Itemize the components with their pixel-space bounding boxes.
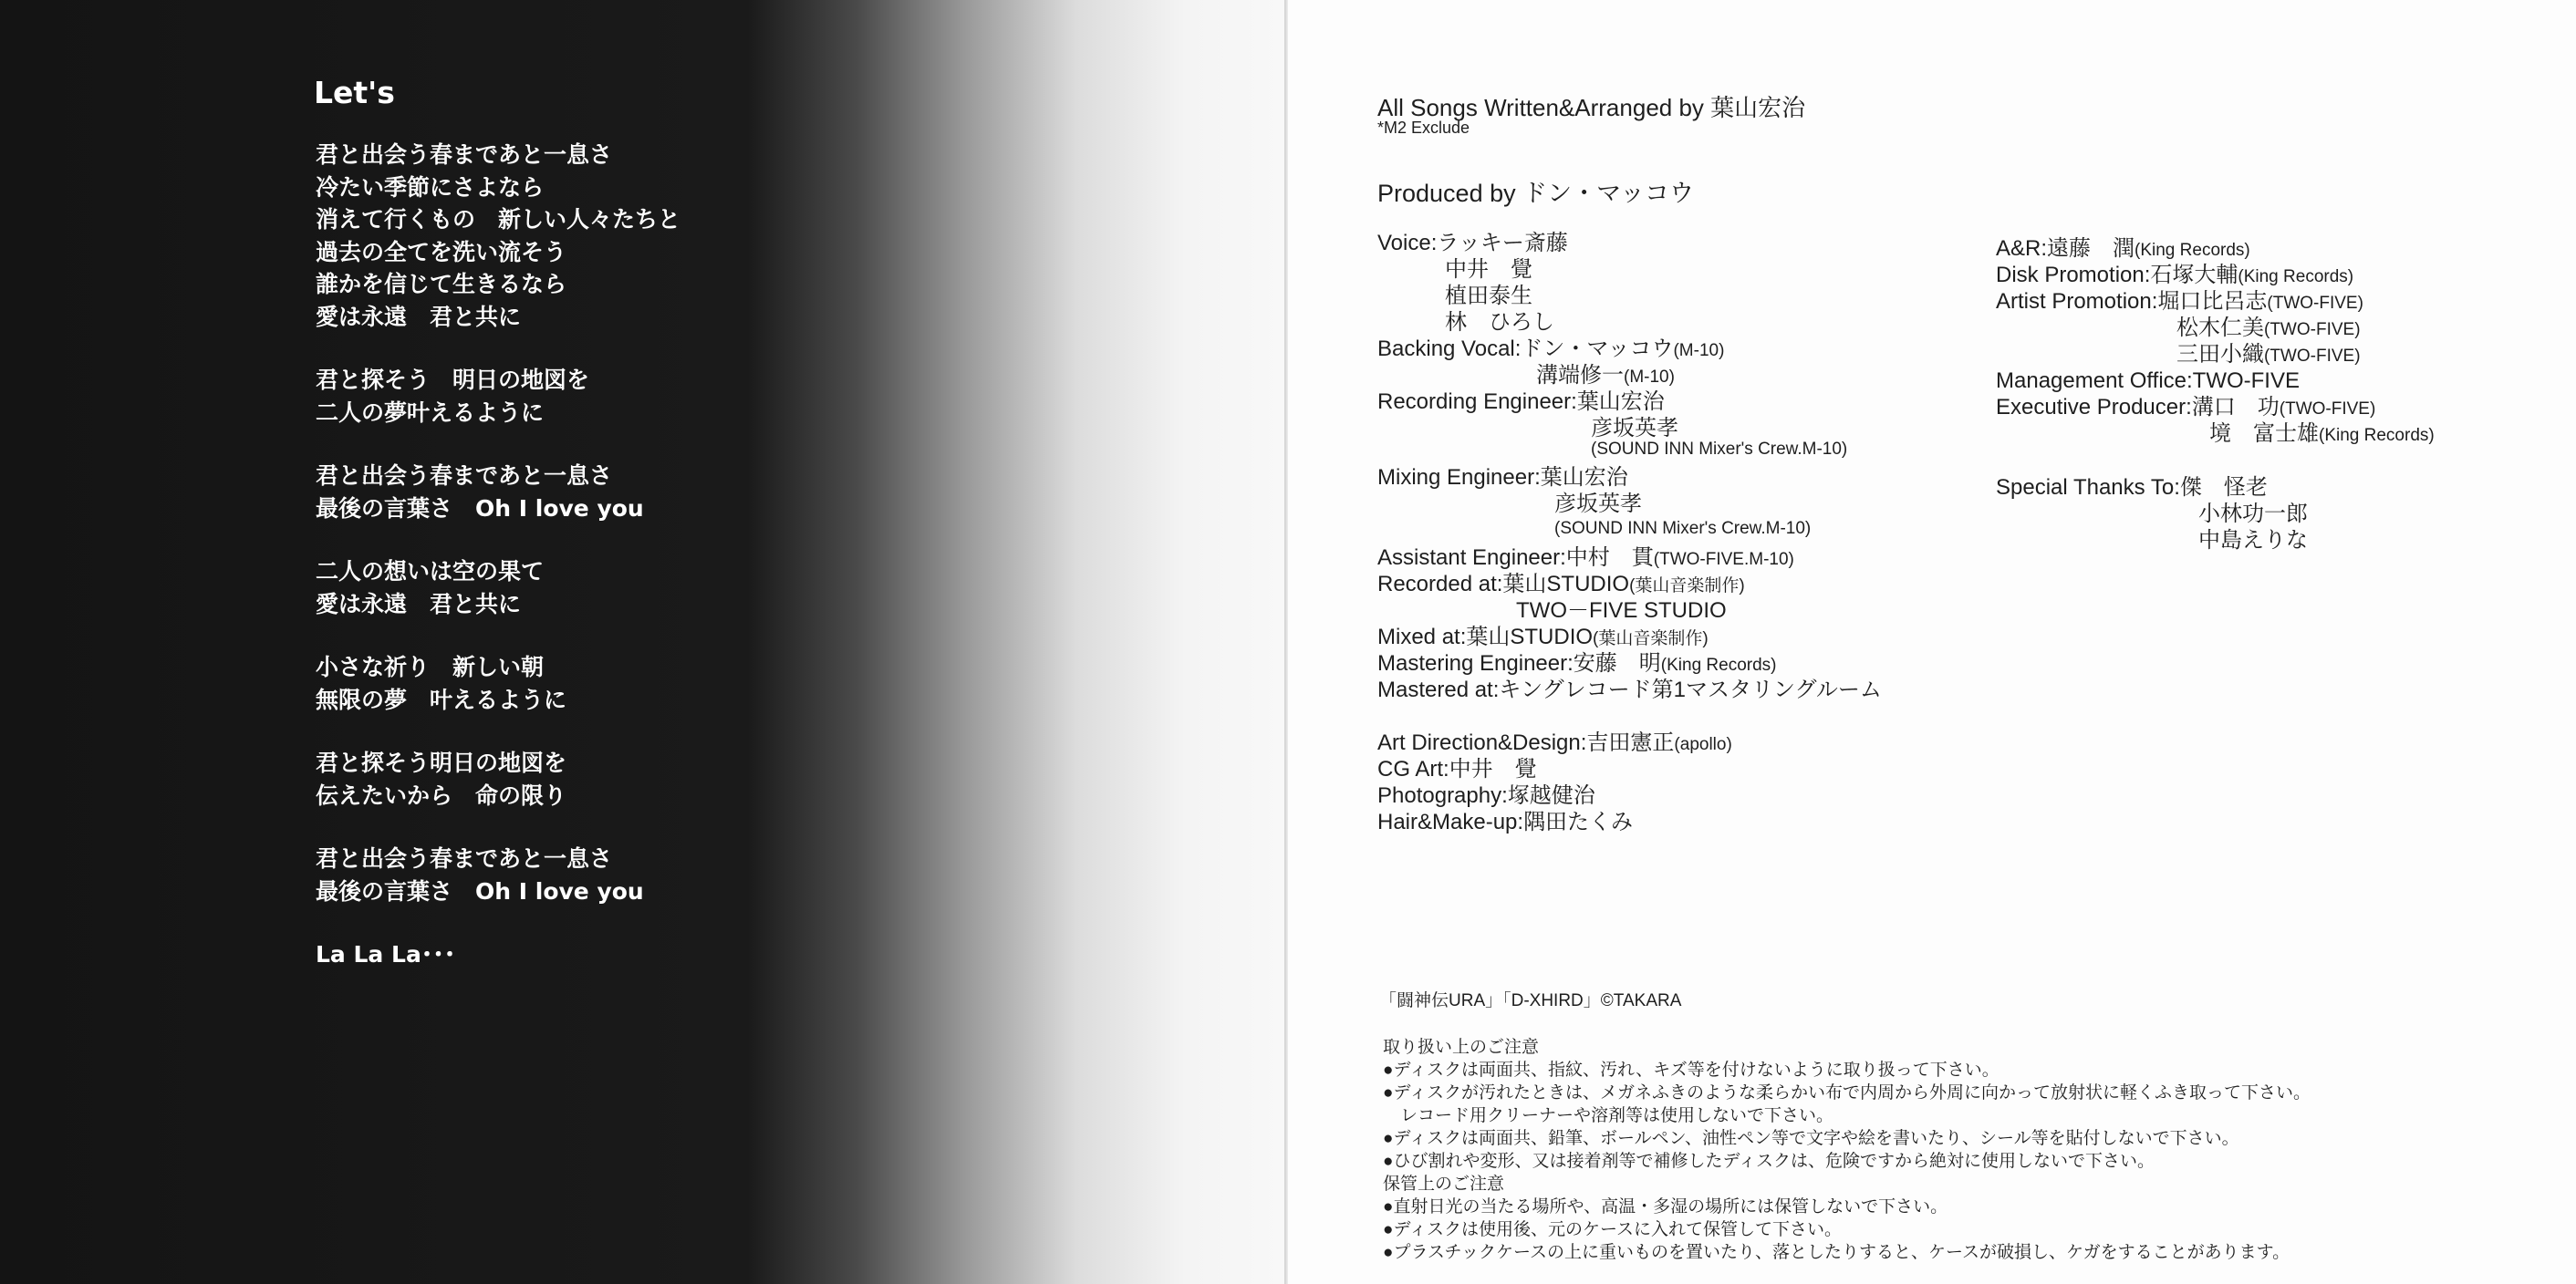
copyright-line: 「闘神伝URA」「D-XHIRD」©TAKARA	[1379, 991, 1682, 1010]
artist-promotion-name: 三田小織	[2176, 342, 2264, 367]
mastered-at-place: キングレコード第1マスタリングルーム	[1499, 678, 1882, 702]
storage-title: 保管上のご注意	[1383, 1175, 1505, 1194]
voice-name: 植田泰生	[1445, 284, 1532, 308]
credit-note: (King Records)	[1660, 656, 1777, 675]
care-note-item: ●プラスチックケースの上に重いものを置いたり、落としたりすると、ケースが破損し、ケガをすることがあります。	[1383, 1243, 2290, 1262]
lyric-stanza	[316, 938, 680, 971]
artist-promotion-credit	[1996, 288, 2363, 316]
lyric-line: La La La･･･	[316, 941, 456, 968]
disk-promotion-name: 石塚大輔	[2150, 263, 2238, 287]
exclude-note: *M2 Exclude	[1377, 119, 1470, 137]
artist-promotion-label: Artist Promotion:	[1996, 289, 2158, 314]
credit-note: (M-10)	[1673, 341, 1725, 360]
special-thanks-credit	[1996, 474, 2268, 501]
lyric-line: 無限の夢 叶えるように	[316, 686, 567, 713]
artist-promotion-name: 堀口比呂志	[2157, 289, 2268, 314]
care-note-item: ●ディスクは両面共、鉛筆、ボールペン、油性ペン等で文字や絵を書いたり、シール等を貼付しないで下さい。	[1383, 1129, 2239, 1148]
care-notes	[1383, 1036, 2311, 1264]
recorded-at-place: TWO－FIVE STUDIO	[1516, 598, 1727, 623]
artist-promotion-name: 松木仁美	[2176, 316, 2264, 340]
credit-note: (TWO-FIVE.M-10)	[1653, 550, 1794, 569]
mastered-at-credit	[1377, 677, 1882, 703]
lyric-line: 消えて行くもの 新しい人々たちと	[316, 206, 681, 233]
credit-note: (TWO-FIVE)	[2279, 399, 2376, 419]
lyric-line: 君と探そう 明日の地図を	[316, 367, 590, 393]
lyrics-page	[0, 0, 1286, 1284]
credit-note: (SOUND INN Mixer's Crew.M-10)	[1591, 440, 1848, 459]
handling-title: 取り扱い上のご注意	[1383, 1038, 1540, 1057]
art-direction-credit	[1377, 730, 1732, 758]
care-note-item: ●ディスクは使用後、元のケースに入れて保管して下さい。	[1383, 1220, 1843, 1239]
song-title: Let's	[314, 75, 395, 110]
lyric-stanza	[316, 364, 680, 429]
hair-makeup-label: Hair&Make-up:	[1377, 810, 1524, 834]
management-office-label: Management Office:	[1996, 368, 2193, 393]
voice-name: ラッキー斎藤	[1437, 231, 1568, 255]
assistant-engineer-credit	[1377, 544, 1794, 573]
disk-promotion-label: Disk Promotion:	[1996, 263, 2151, 287]
lyric-stanza	[316, 747, 680, 812]
cg-art-name: 中井 覺	[1449, 757, 1537, 782]
mastered-at-label: Mastered at:	[1377, 678, 1500, 702]
lyrics-body	[316, 139, 680, 1002]
credit-note: (葉山音楽制作)	[1629, 576, 1745, 595]
backing-vocal-credit-2	[1536, 362, 1675, 390]
lyric-line: 君と出会う春まであと一息さ	[316, 141, 613, 168]
recording-engineer-label: Recording Engineer:	[1377, 389, 1577, 414]
special-thanks-label: Special Thanks To:	[1996, 475, 2180, 500]
hair-makeup-name: 隅田たくみ	[1523, 810, 1634, 834]
special-thanks-name: 中島えりな	[2198, 528, 2308, 553]
lyric-stanza	[316, 460, 680, 524]
assistant-engineer-label: Assistant Engineer:	[1377, 545, 1566, 570]
recorded-at-credit	[1377, 571, 1745, 599]
hair-makeup-credit	[1377, 809, 1633, 835]
care-note-item: ●ひび割れや変形、又は接着剤等で補修したディスクは、危険ですから絶対に使用しないで下さい。	[1383, 1152, 2155, 1171]
backing-vocal-label: Backing Vocal:	[1377, 337, 1522, 361]
management-office-credit	[1996, 368, 2300, 394]
lyric-stanza	[316, 651, 680, 716]
management-office-name: TWO-FIVE	[2192, 368, 2300, 393]
special-thanks-name: 小林功一郎	[2198, 502, 2308, 526]
credit-note: (King Records)	[2135, 241, 2250, 260]
mastering-engineer-name: 安藤 明	[1573, 651, 1661, 676]
credit-note: (King Records)	[2238, 267, 2354, 286]
storage-list	[1383, 1196, 2311, 1264]
lyric-stanza	[316, 139, 680, 333]
voice-label: Voice:	[1377, 231, 1438, 255]
special-thanks-name: 傑 怪老	[2179, 475, 2268, 500]
mixing-engineer-credit	[1377, 464, 1628, 491]
executive-producer-label: Executive Producer:	[1996, 395, 2192, 419]
mastering-engineer-credit	[1377, 650, 1777, 678]
credit-note: (King Records)	[2319, 426, 2435, 445]
artist-promotion-credit-3	[2176, 341, 2361, 369]
lyric-line: 君と出会う春まであと一息さ	[316, 845, 613, 872]
cg-art-credit	[1377, 756, 1537, 782]
credit-note: (TWO-FIVE)	[2264, 320, 2361, 339]
executive-producer-name: 境 富士雄	[2209, 421, 2319, 446]
lyric-stanza	[316, 555, 680, 620]
photography-label: Photography:	[1377, 783, 1508, 808]
lyric-line: 最後の言葉さ Oh I love you	[316, 877, 644, 905]
lyric-line: 君と出会う春まであと一息さ	[316, 462, 613, 489]
mixed-at-credit	[1377, 624, 1709, 652]
handling-list	[1383, 1059, 2311, 1173]
recording-engineer-name: 彦坂英孝	[1591, 416, 1678, 440]
ar-credit	[1996, 235, 2250, 264]
photography-credit	[1377, 782, 1595, 809]
executive-producer-credit	[1996, 394, 2375, 422]
lyric-line: 伝えたいから 命の限り	[316, 782, 567, 809]
art-direction-name: 吉田憲正	[1586, 730, 1675, 755]
lyric-line: 小さな祈り 新しい朝	[316, 654, 545, 680]
lyric-stanza	[316, 843, 680, 907]
credits-page	[1288, 0, 2576, 1284]
written-by: All Songs Written&Arranged by 葉山宏治	[1377, 94, 1806, 121]
lyric-line: 最後の言葉さ Oh I love you	[316, 494, 644, 522]
recorded-at-place: 葉山STUDIO	[1502, 572, 1630, 596]
mixed-at-place: 葉山STUDIO	[1466, 625, 1594, 649]
ar-name: 遠藤 潤	[2047, 236, 2135, 261]
recording-engineer-credit	[1377, 388, 1665, 415]
lyric-line: 二人の夢叶えるように	[316, 399, 545, 426]
care-note-item: レコード用クリーナーや溶剤等は使用しないで下さい。	[1383, 1106, 1834, 1125]
photography-name: 塚越健治	[1507, 783, 1595, 808]
ar-label: A&R:	[1996, 236, 2048, 261]
disk-promotion-credit	[1996, 262, 2353, 290]
produced-by: Produced by ドン・マッコウ	[1377, 180, 1695, 207]
voice-name: 林 ひろし	[1445, 310, 1554, 335]
care-note-item: ●ディスクは両面共、指紋、汚れ、キズ等を付けないように取り扱って下さい。	[1383, 1061, 2000, 1080]
backing-vocal-credit	[1377, 336, 1724, 364]
art-direction-label: Art Direction&Design:	[1377, 730, 1587, 755]
mixing-engineer-name: 彦坂英孝	[1554, 492, 1642, 516]
credit-note: (SOUND INN Mixer's Crew.M-10)	[1554, 519, 1812, 538]
mastering-engineer-label: Mastering Engineer:	[1377, 651, 1574, 676]
backing-vocal-name: ドン・マッコウ	[1521, 337, 1674, 361]
artist-promotion-credit-2	[2176, 315, 2361, 343]
lyric-line: 過去の全てを洗い流そう	[316, 238, 567, 265]
lyric-line: 愛は永遠 君と共に	[316, 303, 522, 330]
care-note-item: ●直射日光の当たる場所や、高温・多湿の場所には保管しないで下さい。	[1383, 1197, 1948, 1217]
recording-engineer-name: 葉山宏治	[1576, 389, 1665, 414]
executive-producer-credit-2	[2209, 420, 2435, 449]
cg-art-label: CG Art:	[1377, 757, 1449, 782]
credit-note: (M-10)	[1624, 368, 1675, 387]
credit-note: (TWO-FIVE)	[2267, 294, 2363, 313]
backing-vocal-name: 溝端修一	[1536, 363, 1624, 388]
lyric-line: 君と探そう明日の地図を	[316, 750, 567, 776]
voice-name: 中井 覺	[1445, 257, 1532, 282]
lyric-line: 二人の想いは空の果て	[316, 558, 545, 585]
assistant-engineer-name: 中村 貫	[1565, 545, 1654, 570]
voice-credit	[1377, 230, 1568, 256]
lyric-line: 愛は永遠 君と共に	[316, 590, 522, 617]
credit-note: (葉山音楽制作)	[1593, 629, 1709, 648]
executive-producer-name: 溝口 功	[2191, 395, 2280, 419]
mixing-engineer-label: Mixing Engineer:	[1377, 465, 1541, 490]
lyric-line: 冷たい季節にさよなら	[316, 173, 545, 201]
mixing-engineer-name: 葉山宏治	[1540, 465, 1628, 490]
mixed-at-label: Mixed at:	[1377, 625, 1467, 649]
lyric-line: 誰かを信じて生きるなら	[316, 271, 567, 297]
care-note-item: ●ディスクが汚れたときは、メガネふきのような柔らかい布で内周から外周に向かって放射状に軽くふき取って下さい。	[1383, 1083, 2311, 1103]
credit-note: (TWO-FIVE)	[2264, 347, 2361, 366]
recorded-at-label: Recorded at:	[1377, 572, 1503, 596]
credit-note: (apollo)	[1674, 735, 1732, 754]
